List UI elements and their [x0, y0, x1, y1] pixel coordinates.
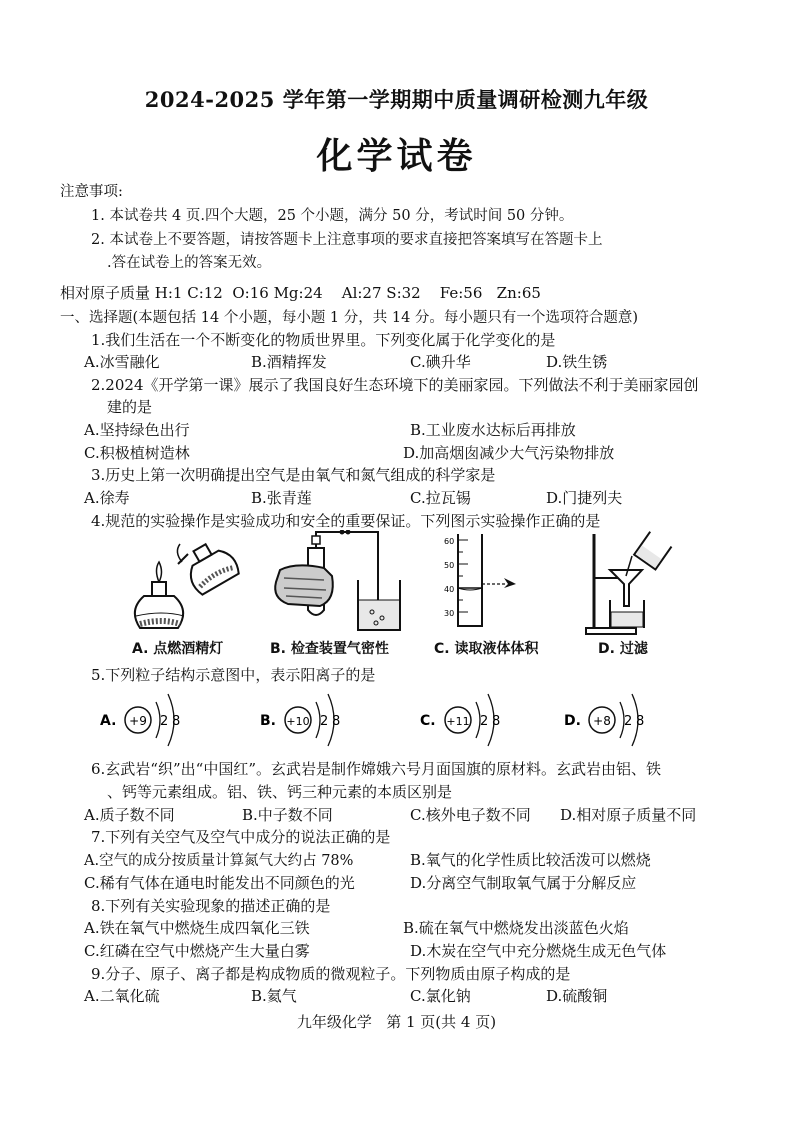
svg-text:8: 8 [172, 714, 181, 729]
svg-text:2: 2 [320, 714, 329, 729]
q8-option-b: B.硫在氧气中燃烧发出淡蓝色火焰 [403, 919, 629, 937]
q7-option-b: B.氧气的化学性质比较活泼可以燃烧 [410, 851, 651, 869]
q2-option-b: B.工业废水达标后再排放 [410, 421, 576, 439]
ion-diagram-b [260, 690, 410, 750]
svg-text:8: 8 [636, 714, 645, 729]
cylinder-tick-30: 30 [444, 609, 455, 618]
ion-diagram-d [564, 690, 714, 750]
notice-item-3: .答在试卷上的答案无效。 [107, 255, 272, 271]
notice-title: 注意事项: [60, 184, 123, 200]
figure-c-read-volume [440, 530, 530, 630]
svg-text:8: 8 [492, 714, 501, 729]
figure-b-caption: B. 检查装置气密性 [270, 641, 389, 657]
atomic-mass-line: 相对原子质量 H:1 C:12 O:16 Mg:24 Al:27 S:32 Fe:56 Zn:65 [60, 284, 541, 302]
cylinder-tick-50: 50 [444, 561, 455, 570]
ion-diagram-a [100, 690, 250, 750]
q7-option-a: A.空气的成分按质量计算氮气大约占 78% [84, 853, 354, 869]
q2-option-d: D.加高烟囱减少大气污染物排放 [403, 444, 615, 462]
cylinder-tick-60: 60 [444, 537, 455, 546]
q1-option-b: B.酒精挥发 [251, 353, 327, 371]
q3-option-b: B.张青莲 [251, 489, 312, 507]
q9-stem: 9.分子、原子、离子都是构成物质的微观粒子。下列物质由原子构成的是 [91, 965, 571, 983]
svg-text:8: 8 [332, 714, 341, 729]
q2-stem-cont: 建的是 [107, 398, 153, 416]
q7-stem: 7.下列有关空气及空气中成分的说法正确的是 [91, 828, 391, 846]
q4-stem: 4.规范的实验操作是实验成功和安全的重要保证。下列图示实验操作正确的是 [91, 512, 601, 530]
exam-header-line1: 2024-2025 学年第一学期期中质量调研检测九年级 [144, 87, 649, 112]
q2-option-c: C.积极植树造林 [84, 444, 190, 462]
q6-stem-cont: 、钙等元素组成。铝、铁、钙三种元素的本质区别是 [107, 783, 453, 801]
page-footer: 九年级化学 第 1 页(共 4 页) [296, 1013, 497, 1031]
q6-option-c: C.核外电子数不同 [410, 806, 531, 824]
figure-a-caption: A. 点燃酒精灯 [132, 641, 224, 657]
cylinder-tick-40: 40 [444, 585, 455, 594]
q2-stem: 2.2024《开学第一课》展示了我国良好生态环境下的美丽家园。下列做法不利于美丽家园创 [91, 376, 699, 394]
svg-text:A.: A. [100, 713, 117, 729]
q1-stem: 1.我们生活在一个不断变化的物质世界里。下列变化属于化学变化的是 [91, 331, 556, 349]
section-1-heading: 一、选择题(本题包括 14 个小题，每小题 1 分，共 14 分。每小题只有一个选项符合题意) [60, 310, 639, 326]
svg-text:C.: C. [420, 713, 436, 729]
notice-item-2: 2. 本试卷上不要答题，请按答题卡上注意事项的要求直接把答案填写在答题卡上 [91, 232, 603, 248]
nucleus-charge: +10 [286, 715, 310, 728]
q6-option-d: D.相对原子质量不同 [560, 806, 697, 824]
q5-stem: 5.下列粒子结构示意图中，表示阳离子的是 [91, 666, 376, 684]
q3-option-d: D.门捷列夫 [546, 489, 623, 507]
q9-option-d: D.硫酸铜 [546, 987, 608, 1005]
figure-d-filtration [580, 530, 675, 636]
q3-stem: 3.历史上第一次明确提出空气是由氧气和氮气组成的科学家是 [91, 466, 496, 484]
exam-title: 化学试卷 [316, 136, 477, 177]
q2-option-a: A.坚持绿色出行 [84, 421, 190, 439]
q8-option-c: C.红磷在空气中燃烧产生大量白雾 [84, 942, 310, 960]
svg-text:D.: D. [564, 713, 581, 729]
q6-stem: 6.玄武岩“织”出“中国红”。玄武岩是制作嫦娥六号月面国旗的原材料。玄武岩由铝、铁 [91, 760, 661, 778]
svg-text:2: 2 [624, 714, 633, 729]
q1-option-d: D.铁生锈 [546, 353, 608, 371]
q6-option-b: B.中子数不同 [242, 806, 333, 824]
q8-option-a: A.铁在氧气中燃烧生成四氧化三铁 [84, 919, 310, 937]
svg-text:B.: B. [260, 713, 276, 729]
figure-a-alcohol-lamp [122, 530, 262, 636]
q7-option-c: C.稀有气体在通电时能发出不同颜色的光 [84, 874, 355, 892]
q3-option-c: C.拉瓦锡 [410, 489, 471, 507]
q1-option-a: A.冰雪融化 [84, 353, 160, 371]
ion-diagram-c [420, 690, 570, 750]
svg-text:2: 2 [160, 714, 169, 729]
nucleus-charge: +9 [129, 714, 147, 728]
q1-option-c: C.碘升华 [410, 353, 471, 371]
figure-b-airtightness [266, 530, 411, 636]
q6-option-a: A.质子数不同 [84, 806, 175, 824]
q9-option-a: A.二氧化硫 [84, 987, 160, 1005]
notice-item-1: 1. 本试卷共 4 页.四个大题，25 个小题，满分 50 分，考试时间 50 分钟。 [91, 208, 574, 224]
q8-stem: 8.下列有关实验现象的描述正确的是 [91, 897, 331, 915]
figure-d-caption: D. 过滤 [598, 641, 648, 657]
figure-c-caption: C. 读取液体体积 [434, 641, 539, 657]
q8-option-d: D.木炭在空气中充分燃烧生成无色气体 [410, 942, 667, 960]
nucleus-charge: +11 [446, 715, 470, 728]
q7-option-d: D.分离空气制取氧气属于分解反应 [410, 874, 637, 892]
q9-option-b: B.氦气 [251, 987, 297, 1005]
q9-option-c: C.氯化钠 [410, 987, 471, 1005]
svg-text:2: 2 [480, 714, 489, 729]
nucleus-charge: +8 [593, 714, 611, 728]
q3-option-a: A.徐寿 [84, 489, 130, 507]
